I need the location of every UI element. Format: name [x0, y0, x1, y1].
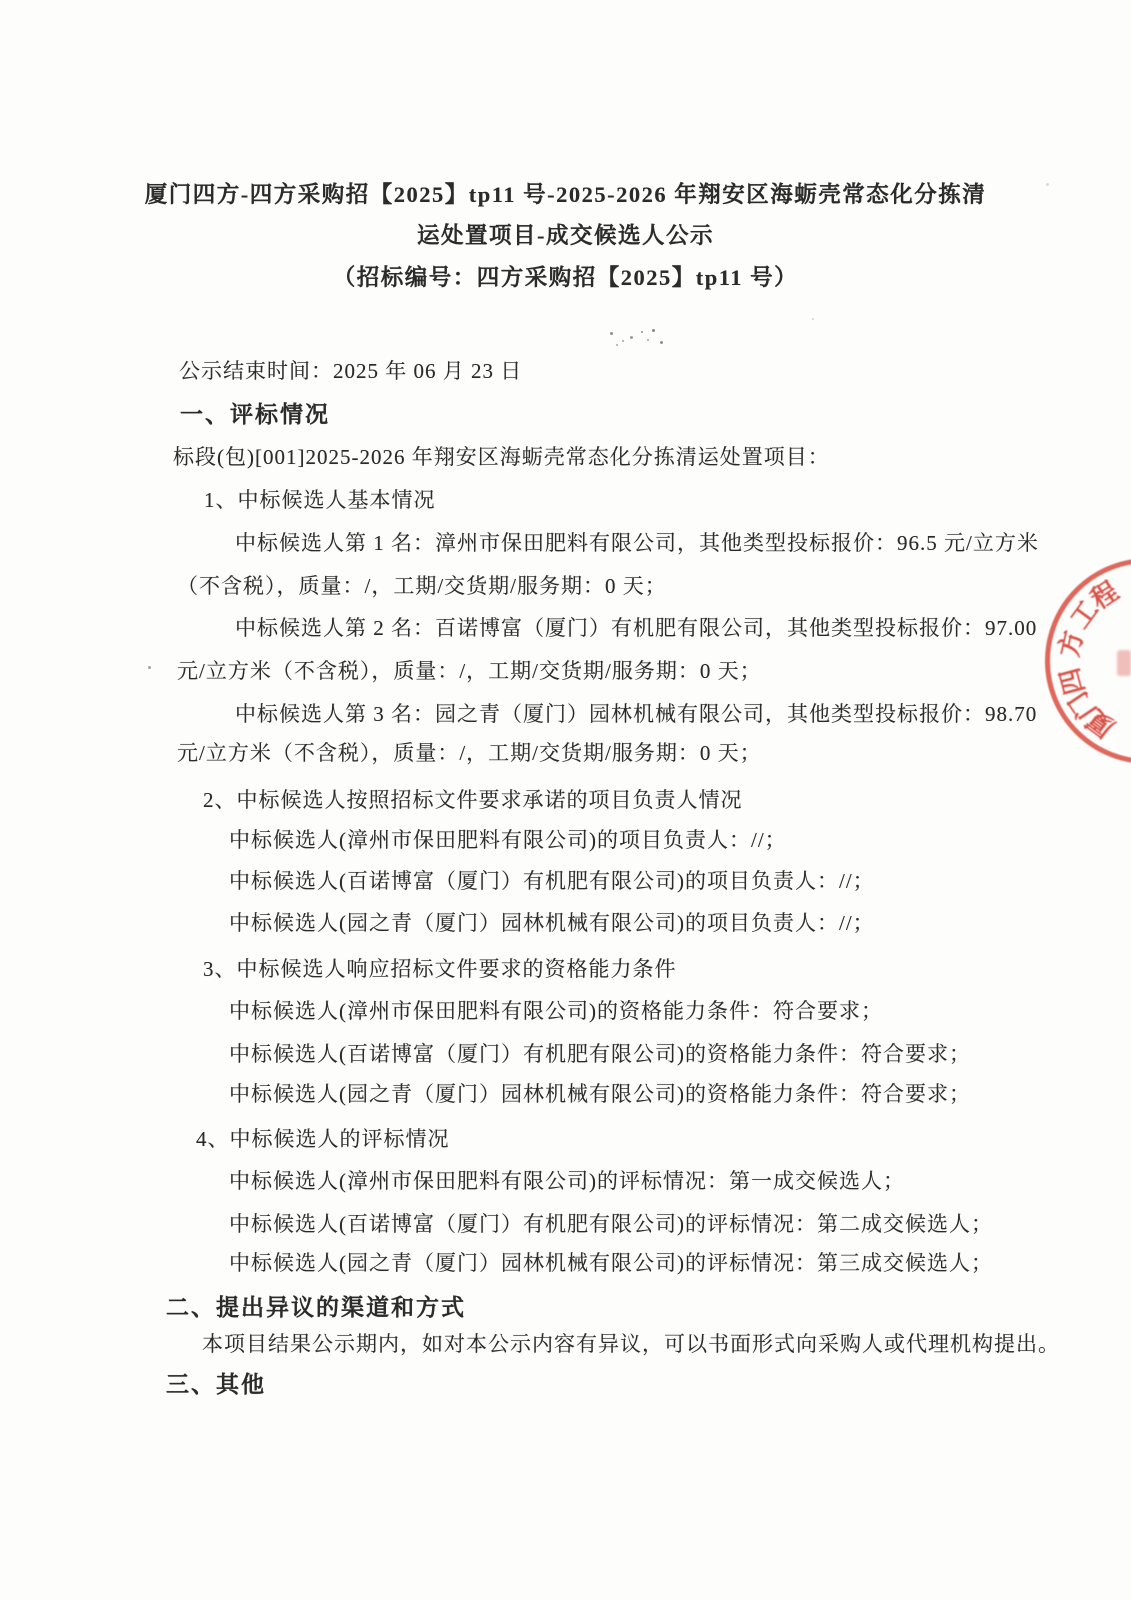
section-2-heading: 二、提出异议的渠道和方式	[166, 1295, 466, 1320]
scan-noise	[630, 336, 633, 339]
stamp-char: 厦	[1081, 703, 1120, 743]
item-2-line-1: 中标候选人(漳州市保田肥料有限公司)的项目负责人：//；	[229, 828, 787, 852]
section-3-heading: 三、其他	[166, 1372, 266, 1397]
item-2-line-2: 中标候选人(百诺博富（厦门）有机肥有限公司)的项目负责人：//；	[229, 869, 875, 893]
scan-noise	[622, 340, 624, 342]
candidate-1-line-2: （不含税），质量：/，工期/交货期/服务期：0 天；	[177, 574, 667, 598]
tender-number-line: （招标编号：四方采购招【2025】tp11 号）	[332, 265, 799, 290]
stamp-char: 程	[1085, 576, 1124, 615]
document-title-line-1: 厦门四方-四方采购招【2025】tp11 号-2025-2026 年翔安区海蛎壳常态化分拣清	[144, 182, 987, 207]
item-4-line-3: 中标候选人(园之青（厦门）园林机械有限公司)的评标情况：第三成交候选人；	[229, 1251, 993, 1275]
scan-noise	[616, 344, 618, 346]
item-4-line-2: 中标候选人(百诺博富（厦门）有机肥有限公司)的评标情况：第二成交候选人；	[229, 1212, 993, 1236]
scan-noise	[660, 341, 663, 344]
document-title-line-2: 运处置项目-成交候选人公示	[417, 223, 714, 248]
scan-noise	[1046, 183, 1049, 186]
publicity-end-time: 公示结束时间：2025 年 06 月 23 日	[179, 359, 523, 383]
candidate-1-line-1: 中标候选人第 1 名：漳州市保田肥料有限公司，其他类型投标报价：96.5 元/立方米	[235, 531, 1039, 555]
item-3-line-2: 中标候选人(百诺博富（厦门）有机肥有限公司)的资格能力条件：符合要求；	[229, 1042, 971, 1066]
item-3-heading: 3、中标候选人响应招标文件要求的资格能力条件	[203, 957, 677, 981]
item-3-line-3: 中标候选人(园之青（厦门）园林机械有限公司)的资格能力条件：符合要求；	[229, 1082, 971, 1106]
stamp-char: 方	[1054, 627, 1089, 660]
candidate-2-line-1: 中标候选人第 2 名：百诺博富（厦门）有机肥有限公司，其他类型投标报价：97.00	[235, 616, 1038, 640]
scan-noise	[647, 339, 649, 341]
stamp-char: 门	[1063, 686, 1102, 725]
item-2-heading: 2、中标候选人按照招标文件要求承诺的项目负责人情况	[203, 788, 743, 812]
item-1-heading: 1、中标候选人基本情况	[204, 488, 436, 512]
scan-noise	[812, 318, 814, 320]
lot-line: 标段(包)[001]2025-2026 年翔安区海蛎壳常态化分拣清运处置项目：	[173, 445, 830, 469]
stamp-center-fragment	[1117, 650, 1131, 676]
item-3-line-1: 中标候选人(漳州市保田肥料有限公司)的资格能力条件：符合要求；	[229, 999, 883, 1023]
section-1-heading: 一、评标情况	[180, 402, 330, 427]
item-4-heading: 4、中标候选人的评标情况	[196, 1127, 450, 1151]
candidate-3-line-1: 中标候选人第 3 名：园之青（厦门）园林机械有限公司，其他类型投标报价：98.70	[235, 702, 1038, 726]
item-4-line-1: 中标候选人(漳州市保田肥料有限公司)的评标情况：第一成交候选人；	[229, 1169, 905, 1193]
scan-noise	[641, 331, 643, 333]
candidate-2-line-2: 元/立方米（不含税），质量：/，工期/交货期/服务期：0 天；	[177, 659, 762, 683]
item-2-line-3: 中标候选人(园之青（厦门）园林机械有限公司)的项目负责人：//；	[229, 911, 875, 935]
scan-noise	[652, 329, 655, 332]
candidate-3-line-2: 元/立方米（不含税），质量：/，工期/交货期/服务期：0 天；	[177, 741, 762, 765]
scan-noise	[610, 332, 613, 335]
stamp-char: 四	[1055, 664, 1090, 698]
stamp-char: 工	[1065, 595, 1104, 634]
scan-noise	[148, 666, 151, 669]
section-2-body: 本项目结果公示期内，如对本公示内容有异议，可以书面形式向采购人或代理机构提出。	[202, 1332, 1060, 1356]
